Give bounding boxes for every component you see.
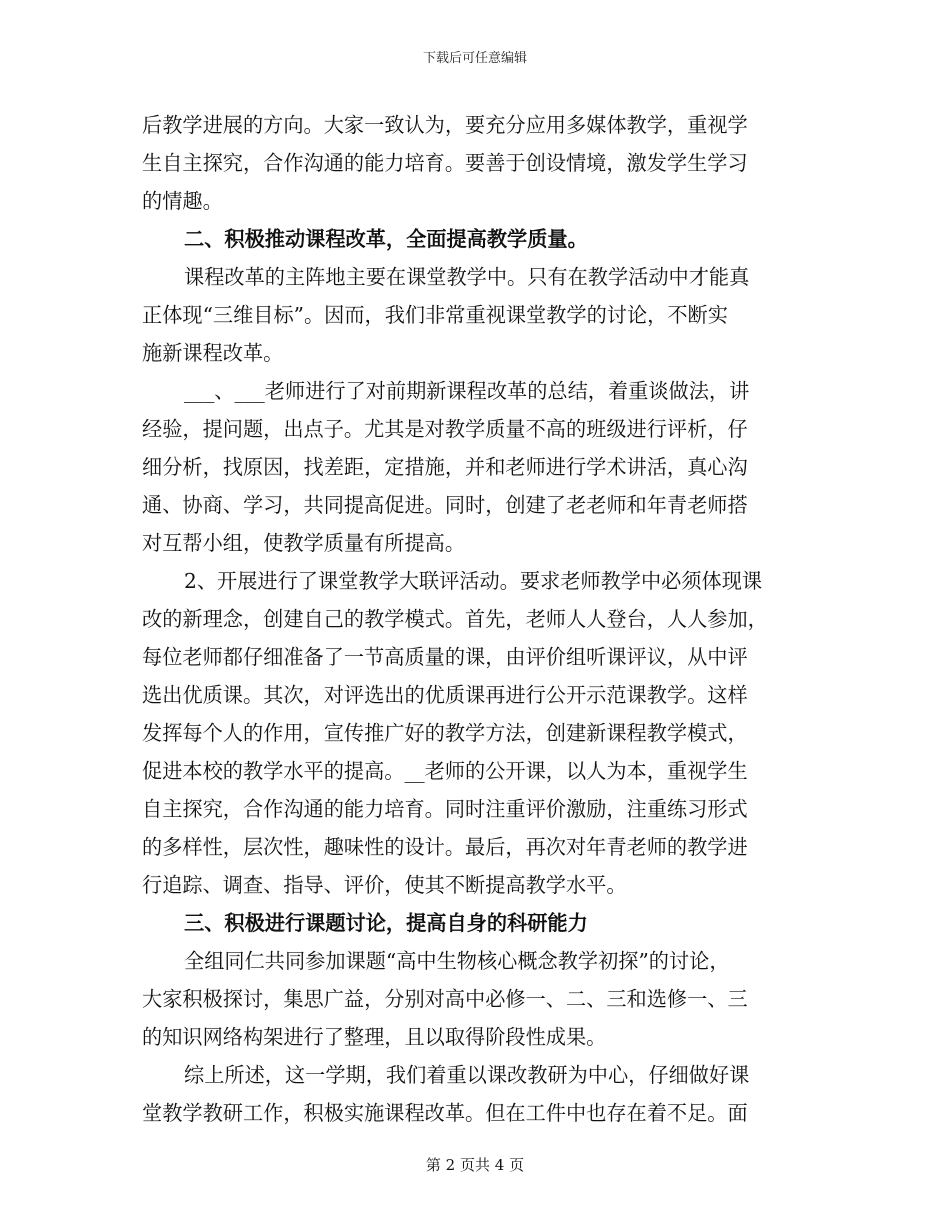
- text-line: 促进本校的教学水平的提高。__老师的公开课，以人为本，重视学生: [142, 759, 748, 783]
- text-line: 行追踪、调查、指导、评价，使其不断提高教学水平。: [142, 873, 627, 897]
- text-line: 的情趣。: [142, 189, 223, 213]
- text-line: 生自主探究，合作沟通的能力培育。要善于创设情境，激发学生学习: [142, 151, 748, 175]
- text-line: 改的新理念，创建自己的教学模式。首先，老师人人登台，人人参加，: [142, 607, 768, 631]
- text-line: 细分析，找原因，找差距，定措施，并和老师进行学术讲活，真心沟: [142, 455, 748, 479]
- text-line: 堂教学教研工作，积极实施课程改革。但在工件中也存在着不足。面: [142, 1101, 748, 1125]
- text-line: 自主探究，合作沟通的能力培育。同时注重评价激励，注重练习形式: [142, 797, 748, 821]
- text-line: 施新课程改革。: [142, 341, 284, 365]
- text-line: 课程改革的主阵地主要在课堂教学中。只有在教学活动中才能真: [184, 265, 750, 289]
- text-line: 的知识网络构架进行了整理，且以取得阶段性成果。: [142, 1025, 607, 1049]
- text-line: 每位老师都仔细准备了一节高质量的课，由评价组听课评议，从中评: [142, 645, 748, 669]
- document-body: [142, 106, 802, 1132]
- text-line: 大家积极探讨，集思广益，分别对高中必修一、二、三和选修一、三: [142, 987, 748, 1011]
- page-header: 下载后可任意编辑: [422, 51, 527, 66]
- text-line: 发挥每个人的作用，宣传推广好的教学方法，创建新课程教学模式，: [142, 721, 748, 745]
- text-line: 通、协商、学习，共同提高促进。同时，创建了老老师和年青老师搭: [142, 493, 748, 517]
- section-heading: 三、积极进行课题讨论，提高自身的科研能力: [184, 911, 588, 935]
- text-line: ___、___老师进行了对前期新课程改革的总结，着重谈做法，讲: [184, 379, 750, 403]
- text-line: 正体现“三维目标”。因而，我们非常重视课堂教学的讨论，不断实: [142, 303, 728, 327]
- text-line: 经验，提问题，出点子。尤其是对教学质量不高的班级进行评析，仔: [142, 417, 748, 441]
- text-line: 后教学进展的方向。大家一致认为，要充分应用多媒体教学，重视学: [142, 113, 748, 137]
- text-line: 2、开展进行了课堂教学大联评活动。要求老师教学中必须体现课: [184, 569, 763, 593]
- text-line: 的多样性，层次性，趣味性的设计。最后，再次对年青老师的教学进: [142, 835, 748, 859]
- text-line: 综上所述，这一学期，我们着重以课改教研为中心，仔细做好课: [184, 1063, 750, 1087]
- text-line: 选出优质课。其次，对评选出的优质课再进行公开示范课教学。这样: [142, 683, 748, 707]
- text-line: 对互帮小组，使教学质量有所提高。: [142, 531, 466, 555]
- page-number: 第 2 页共 4 页: [425, 1156, 525, 1174]
- section-heading: 二、积极推动课程改革，全面提高教学质量。: [184, 227, 588, 251]
- text-line: 全组同仁共同参加课题“高中生物核心概念教学初探”的讨论，: [184, 949, 730, 973]
